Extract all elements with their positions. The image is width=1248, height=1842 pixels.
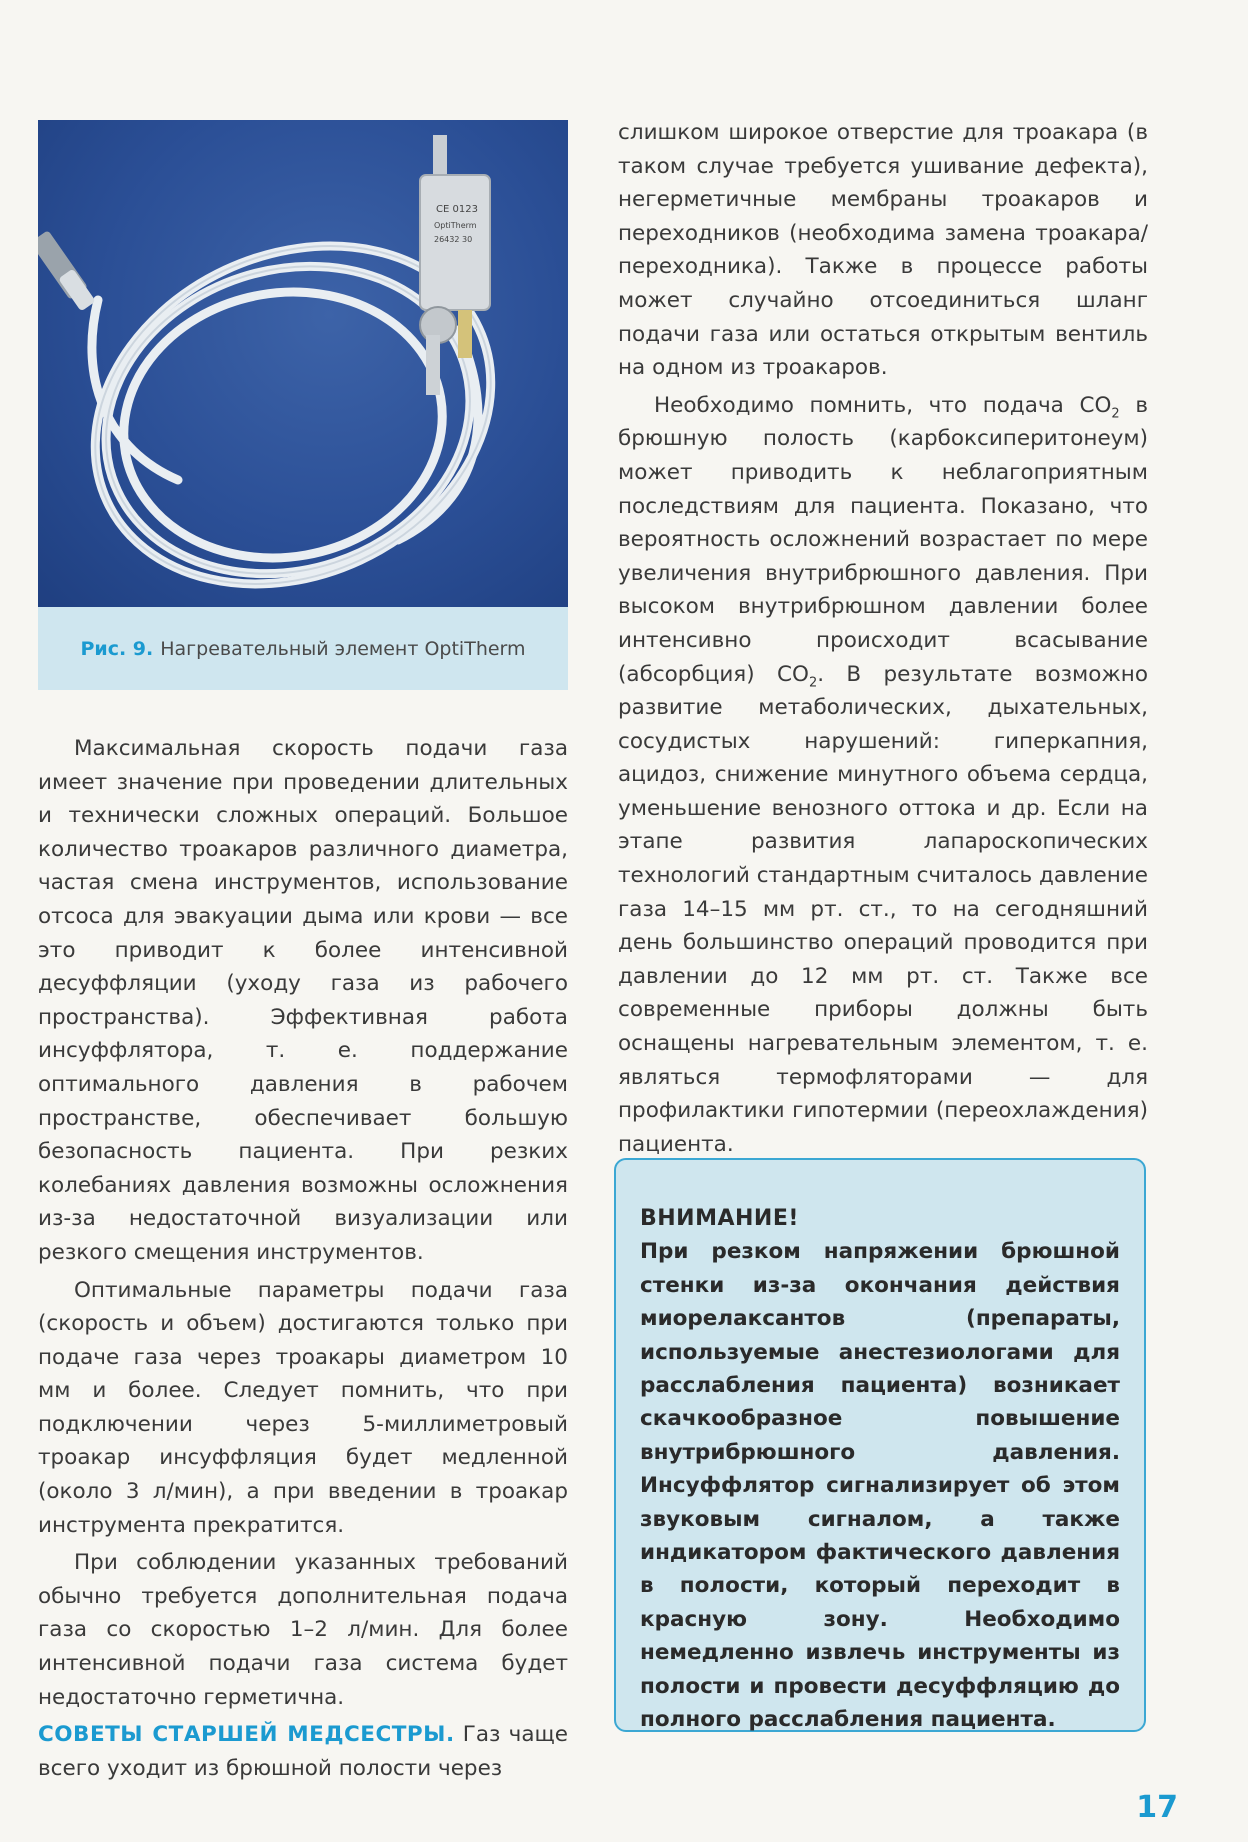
paragraph-gas-speed: Максимальная скорость подачи газа имеет значение при проведении длительных и технически сложных операций. Большое количество троакаров различного диаметра, частая смена инструментов, использование отсоса для эвакуации дыма или крови — все это приводит к более интенсивной десуффляции (уходу газа из рабочего пространства). Эффективная работа инсуффлятора, т. е. поддержание оптимального давления в рабочем пространстве, обеспечивает большую безопасность пациента. При резких колебаниях давления возможны осложнения из-за недостаточной визуализации или резкого смещения инструментов. <box>38 736 568 1265</box>
warning-title: ВНИМАНИЕ! <box>640 1206 799 1231</box>
left-column <box>38 732 568 1789</box>
nurse-tips-heading: СОВЕТЫ СТАРШЕЙ МЕДСЕСТРЫ. <box>38 1722 455 1748</box>
figure <box>38 120 568 690</box>
paragraph-optimal-params: Оптимальные параметры подачи газа (скорость и объем) достигаются только при подаче газа через троакары диаметром 10 мм и более. Следует помнить, что при подключении через 5-миллиметровый троакар инсуффляция будет медленной (около 3 л/мин), а при введении в троакар инструмента прекратится. <box>38 1277 568 1538</box>
device-label-ce: CE 0123 <box>436 204 478 215</box>
page-number: 17 <box>1136 1790 1178 1825</box>
figure-caption <box>38 607 568 690</box>
co2-subscript-2: 2 <box>808 674 818 690</box>
co2-text-a: Необходимо помнить, что подача CO <box>654 392 1112 418</box>
device-label-code: 26432 30 <box>434 235 473 244</box>
figure-caption-text: Нагревательный элемент OptiTherm <box>160 637 526 660</box>
device-label-name: OptiTherm <box>434 221 477 230</box>
nurse-tips-text: Газ чаще всего уходит из брюшной полости через <box>38 1722 568 1781</box>
right-column <box>618 116 1148 1165</box>
warning-box <box>614 1158 1146 1732</box>
co2-subscript-1: 2 <box>1111 406 1120 422</box>
optitherm-device-image <box>38 120 568 607</box>
co2-text-c: . В результате возможно развитие метаболических, дыхательных, сосудистых нарушений: гиперкапния, ацидоз, снижение минутного объема сердца, уменьшение венозного оттока и др. Если на этапе развития лапароскопических технологий стандартным считалось давление газа 14–15 мм рт. ст., то на сегодняшний день большинство операций проводится при давлении до 12 мм рт. ст. Также все современные приборы должны быть оснащены нагревательным элементом, т. е. являться термофляторами — для профилактики гипотермии (переохлаждения) пациента. <box>618 661 1148 1157</box>
paragraph-requirements: При соблюдении указанных требований обычно требуется дополнительная подача газа со скоростью 1–2 л/мин. Для более интенсивной подачи газа система будет недостаточно герметична. <box>38 1550 568 1710</box>
paragraph-continuation: слишком широкое отверстие для троакара (в таком случае требуется ушивание дефекта), негерметичные мембраны троакаров и переходников (необходима замена троакара/переходника). Также в процессе работы может случайно отсоединиться шланг подачи газа или остаться открытым вентиль на одном из троакаров. <box>618 120 1148 381</box>
device-photo <box>38 120 568 607</box>
warning-text: При резком напряжении брюшной стенки из-за окончания действия миорелаксантов (препараты, используемые анестезиологами для расслабления пациента) возникает скачкообразное повышение внутрибрюшного давления. Инсуффлятор сигнализирует об этом звуковым сигналом, а также индикатором фактического давления в полости, который переходит в красную зону. Необходимо немедленно извлечь инструменты из полости и провести десуффляцию до полного расслабления пациента. <box>640 1239 1120 1733</box>
co2-text-b: в брюшную полость (карбоксиперитонеум) может приводить к неблагоприятным последствиям для пациента. Показано, что вероятность осложнений возрастает по мере увеличения внутрибрюшного давления. При высоком внутрибрюшном давлении более интенсивно происходит всасывание (абсорбция) CO <box>618 392 1148 687</box>
paragraph-nurse-tips <box>38 1718 568 1785</box>
figure-label: Рис. 9. <box>80 637 154 660</box>
paragraph-co2 <box>618 389 1148 1162</box>
